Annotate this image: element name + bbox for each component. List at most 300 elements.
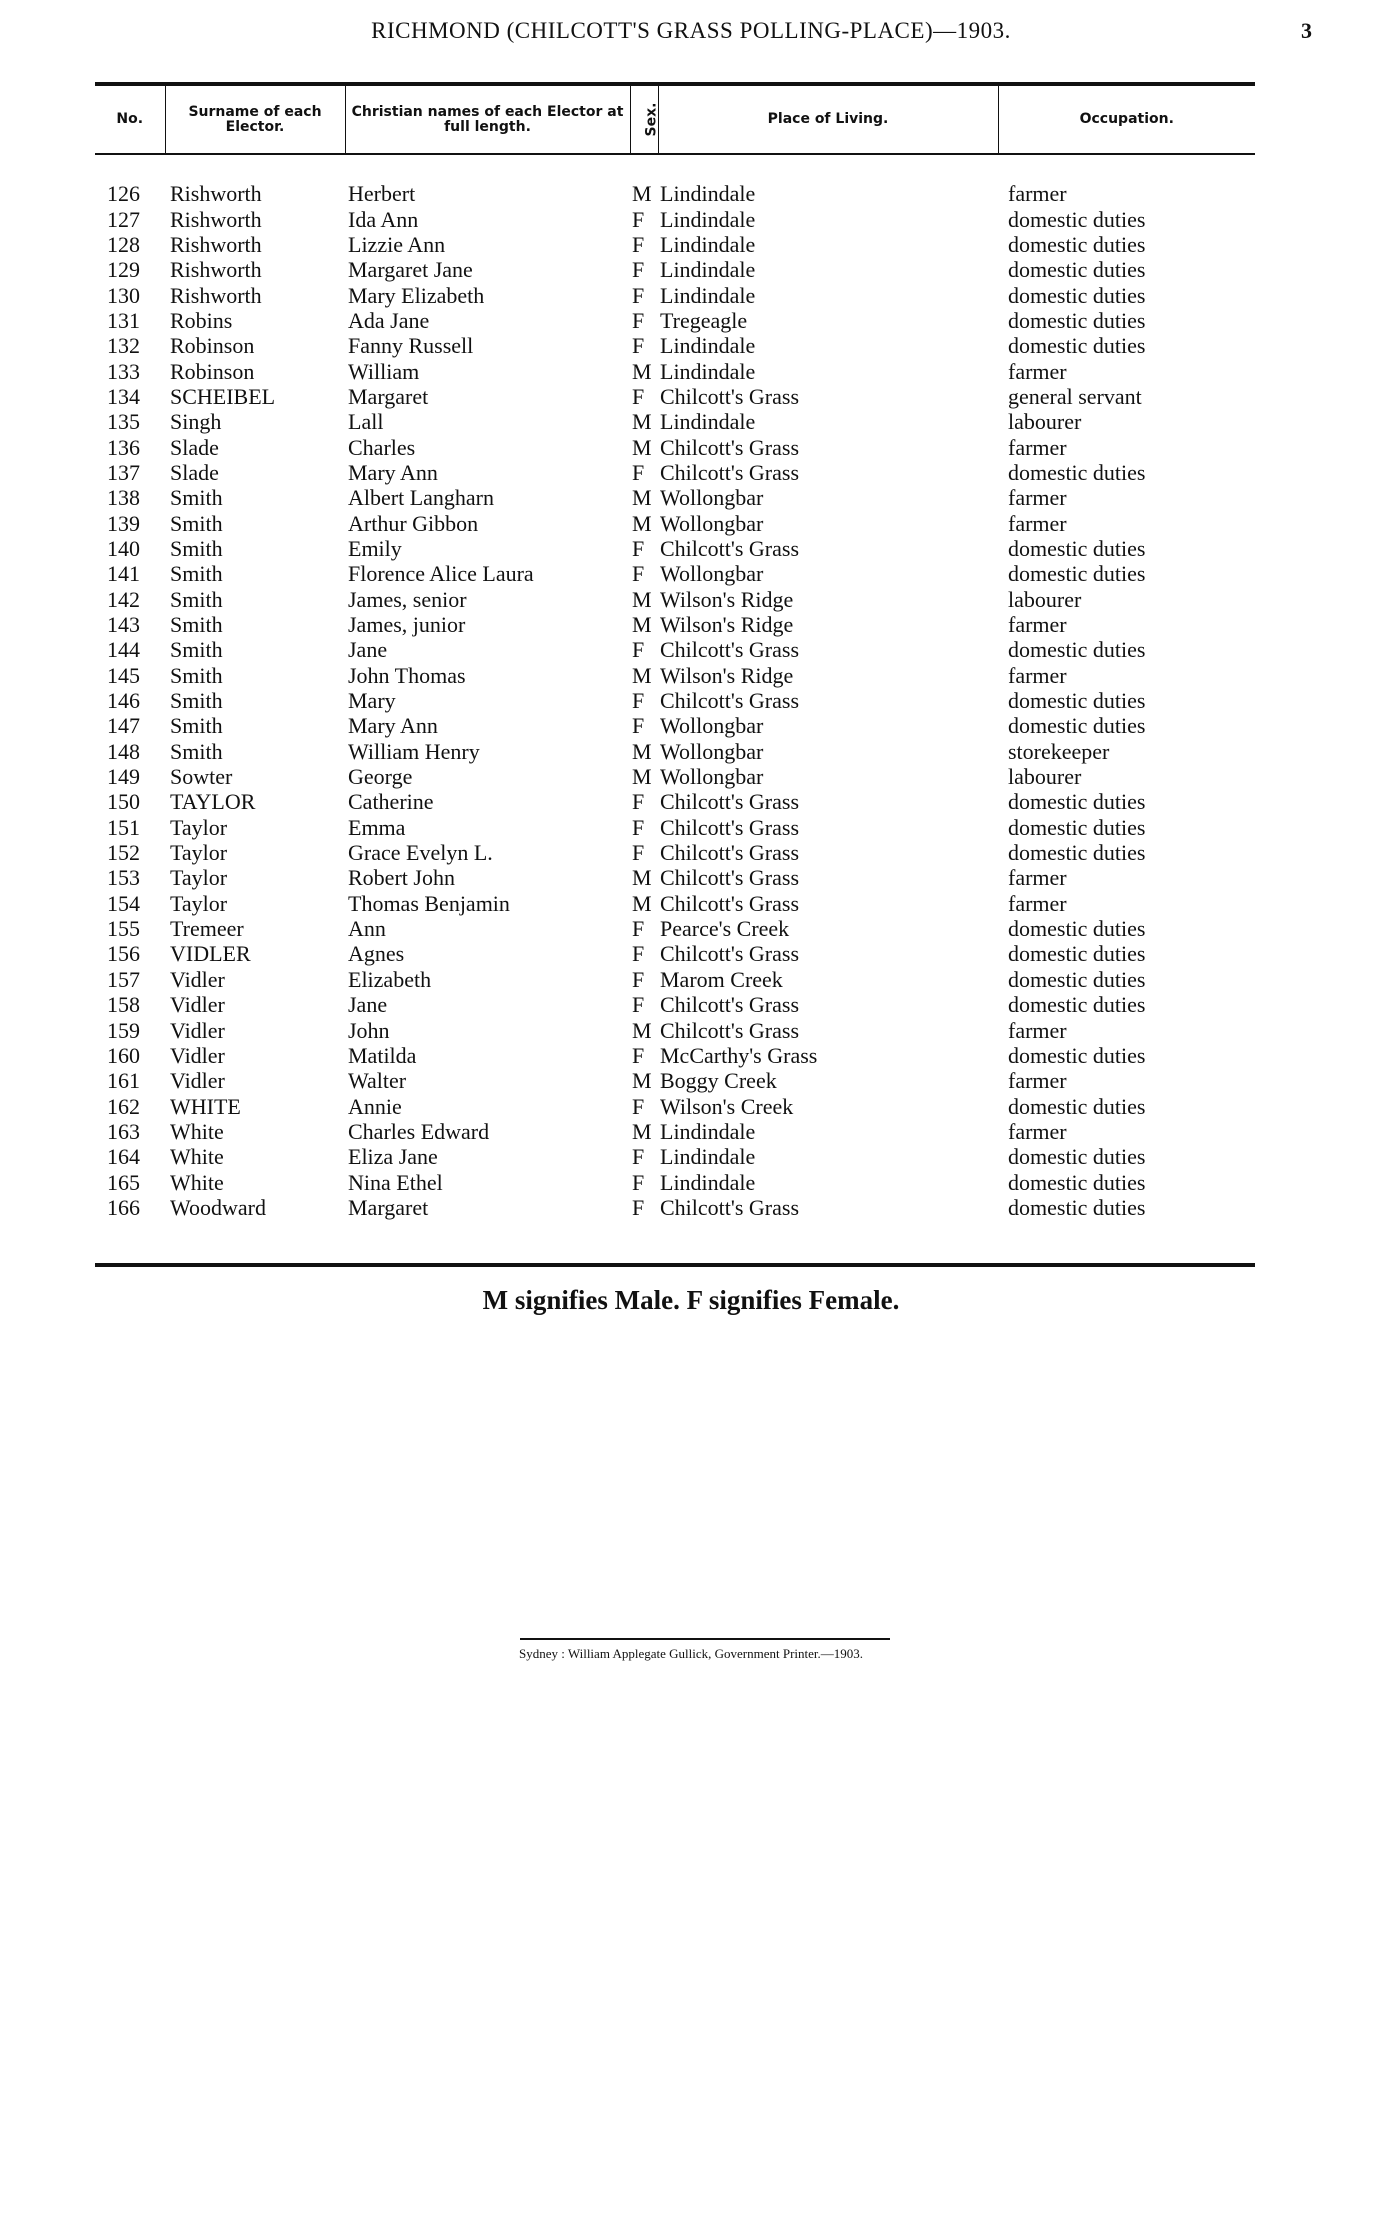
cell-occupation: farmer	[1008, 1118, 1067, 1144]
cell-occupation: domestic duties	[1008, 840, 1146, 866]
cell-surname: Taylor	[170, 865, 228, 891]
cell-surname: Smith	[170, 586, 223, 612]
cell-sex: F	[632, 840, 645, 866]
cell-surname: Rishworth	[170, 206, 262, 232]
cell-sex: F	[632, 941, 645, 967]
column-header-sex-label: Sex.	[642, 102, 659, 137]
cell-surname: Smith	[170, 485, 223, 511]
table-row	[95, 384, 1255, 409]
cell-place: Lindindale	[660, 333, 756, 359]
cell-place: Lindindale	[660, 1144, 756, 1170]
cell-place: Wilson's Ridge	[660, 586, 794, 612]
page-header	[0, 14, 1382, 50]
cell-sex: M	[632, 485, 652, 511]
cell-sex: M	[632, 586, 652, 612]
cell-surname: Tremeer	[170, 916, 244, 942]
printer-imprint: Sydney : William Applegate Gullick, Government Printer.—1903.	[518, 1646, 864, 1661]
cell-number: 133	[107, 358, 140, 384]
cell-place: Wollongbar	[660, 738, 764, 764]
cell-christian-names: Eliza Jane	[348, 1144, 438, 1170]
cell-occupation: domestic duties	[1008, 231, 1146, 257]
table-row	[95, 1043, 1255, 1068]
cell-christian-names: Florence Alice Laura	[348, 561, 534, 587]
cell-christian-names: Charles Edward	[348, 1118, 490, 1144]
table-spacer	[95, 154, 1255, 181]
cell-sex: M	[632, 662, 652, 688]
cell-number: 143	[107, 612, 140, 638]
table-row	[95, 510, 1255, 535]
cell-place: Marom Creek	[660, 966, 783, 992]
cell-surname: Rishworth	[170, 181, 262, 207]
cell-christian-names: Ida Ann	[348, 206, 419, 232]
cell-sex: F	[632, 257, 645, 283]
cell-number: 132	[107, 333, 140, 359]
cell-christian-names: Mary Ann	[348, 713, 438, 739]
cell-occupation: domestic duties	[1008, 535, 1146, 561]
table-row	[95, 1068, 1255, 1093]
cell-christian-names: Annie	[348, 1093, 402, 1119]
cell-number: 127	[107, 206, 140, 232]
cell-surname: Vidler	[170, 1042, 225, 1068]
cell-surname: Robinson	[170, 358, 255, 384]
table-row	[95, 282, 1255, 307]
cell-occupation: labourer	[1008, 764, 1082, 790]
cell-surname: Rishworth	[170, 231, 262, 257]
cell-sex: F	[632, 814, 645, 840]
cell-number: 161	[107, 1068, 140, 1094]
column-header-christian-names: Christian names of each Elector at full length.	[345, 84, 630, 154]
cell-place: Lindindale	[660, 231, 756, 257]
cell-place: Chilcott's Grass	[660, 992, 800, 1018]
cell-place: Chilcott's Grass	[660, 383, 800, 409]
cell-surname: White	[170, 1118, 224, 1144]
cell-surname: Smith	[170, 688, 223, 714]
cell-surname: Smith	[170, 612, 223, 638]
table-row	[95, 485, 1255, 510]
table-row	[95, 434, 1255, 459]
cell-number: 166	[107, 1194, 140, 1220]
cell-sex: F	[632, 688, 645, 714]
cell-sex: F	[632, 992, 645, 1018]
cell-christian-names: Emily	[348, 535, 402, 561]
cell-christian-names: Catherine	[348, 789, 434, 815]
cell-christian-names: George	[348, 764, 413, 790]
cell-place: Chilcott's Grass	[660, 941, 800, 967]
cell-surname: Taylor	[170, 814, 228, 840]
cell-place: Lindindale	[660, 409, 756, 435]
cell-christian-names: Fanny Russell	[348, 333, 474, 359]
cell-occupation: domestic duties	[1008, 1144, 1146, 1170]
cell-place: Chilcott's Grass	[660, 637, 800, 663]
column-header-surname: Surname of each Elector.	[165, 84, 345, 154]
cell-sex: F	[632, 383, 645, 409]
table-row	[95, 815, 1255, 840]
cell-sex: F	[632, 713, 645, 739]
cell-occupation: domestic duties	[1008, 1093, 1146, 1119]
table-row	[95, 460, 1255, 485]
table-row	[95, 1144, 1255, 1169]
column-header-no: No.	[95, 84, 165, 154]
table-row	[95, 206, 1255, 231]
cell-number: 134	[107, 383, 140, 409]
cell-sex: F	[632, 966, 645, 992]
cell-christian-names: Ada Jane	[348, 307, 430, 333]
cell-christian-names: Robert John	[348, 865, 455, 891]
cell-surname: Vidler	[170, 1068, 225, 1094]
cell-occupation: domestic duties	[1008, 459, 1146, 485]
cell-surname: Vidler	[170, 966, 225, 992]
cell-place: Wollongbar	[660, 764, 764, 790]
cell-christian-names: Lizzie Ann	[348, 231, 446, 257]
cell-occupation: domestic duties	[1008, 1169, 1146, 1195]
cell-surname: Vidler	[170, 1017, 225, 1043]
table-row	[95, 1093, 1255, 1118]
cell-occupation: farmer	[1008, 181, 1067, 207]
cell-number: 155	[107, 916, 140, 942]
cell-sex: F	[632, 916, 645, 942]
cell-place: Wollongbar	[660, 713, 764, 739]
cell-christian-names: Herbert	[348, 181, 416, 207]
cell-number: 151	[107, 814, 140, 840]
cell-number: 154	[107, 890, 140, 916]
cell-occupation: domestic duties	[1008, 688, 1146, 714]
cell-occupation: domestic duties	[1008, 941, 1146, 967]
cell-surname: White	[170, 1169, 224, 1195]
cell-place: Lindindale	[660, 1118, 756, 1144]
cell-christian-names: Matilda	[348, 1042, 417, 1068]
cell-surname: Smith	[170, 713, 223, 739]
cell-occupation: general servant	[1008, 383, 1142, 409]
cell-christian-names: Emma	[348, 814, 406, 840]
cell-surname: Slade	[170, 434, 219, 460]
cell-number: 148	[107, 738, 140, 764]
cell-christian-names: Nina Ethel	[348, 1169, 443, 1195]
cell-place: Chilcott's Grass	[660, 814, 800, 840]
cell-surname: Smith	[170, 662, 223, 688]
table-bottom-rule	[95, 1263, 1255, 1267]
cell-sex: F	[632, 459, 645, 485]
cell-surname: Smith	[170, 561, 223, 587]
cell-sex: M	[632, 358, 652, 384]
page-number: 3	[1301, 18, 1312, 43]
cell-sex: F	[632, 333, 645, 359]
cell-place: Lindindale	[660, 206, 756, 232]
cell-surname: Slade	[170, 459, 219, 485]
cell-place: McCarthy's Grass	[660, 1042, 818, 1068]
cell-number: 138	[107, 485, 140, 511]
sex-legend: M signifies Male. F signifies Female.	[482, 1285, 900, 1315]
electoral-roll-table	[95, 82, 1255, 1220]
cell-sex: F	[632, 282, 645, 308]
cell-number: 162	[107, 1093, 140, 1119]
table-row	[95, 739, 1255, 764]
cell-place: Pearce's Creek	[660, 916, 790, 942]
cell-surname: Robinson	[170, 333, 255, 359]
cell-sex: F	[632, 789, 645, 815]
cell-sex: F	[632, 1042, 645, 1068]
cell-occupation: farmer	[1008, 1068, 1067, 1094]
table-row	[95, 409, 1255, 434]
cell-number: 160	[107, 1042, 140, 1068]
cell-surname: White	[170, 1144, 224, 1170]
cell-sex: F	[632, 561, 645, 587]
cell-occupation: farmer	[1008, 510, 1067, 536]
cell-occupation: farmer	[1008, 865, 1067, 891]
cell-surname: Rishworth	[170, 282, 262, 308]
cell-place: Chilcott's Grass	[660, 865, 800, 891]
cell-place: Wollongbar	[660, 485, 764, 511]
cell-occupation: domestic duties	[1008, 333, 1146, 359]
column-header-place: Place of Living.	[658, 84, 998, 154]
cell-number: 139	[107, 510, 140, 536]
cell-occupation: domestic duties	[1008, 713, 1146, 739]
cell-occupation: domestic duties	[1008, 814, 1146, 840]
cell-christian-names: John	[348, 1017, 390, 1043]
cell-christian-names: William	[348, 358, 420, 384]
cell-christian-names: Margaret	[348, 1194, 429, 1220]
table-body	[95, 154, 1255, 1220]
cell-place: Chilcott's Grass	[660, 434, 800, 460]
cell-place: Chilcott's Grass	[660, 1017, 800, 1043]
cell-christian-names: Margaret	[348, 383, 429, 409]
cell-sex: M	[632, 1118, 652, 1144]
cell-christian-names: Jane	[348, 637, 388, 663]
cell-christian-names: William Henry	[348, 738, 480, 764]
cell-sex: F	[632, 1169, 645, 1195]
cell-christian-names: Walter	[348, 1068, 407, 1094]
cell-christian-names: Mary Elizabeth	[348, 282, 485, 308]
table-row	[95, 1119, 1255, 1144]
cell-sex: F	[632, 535, 645, 561]
table-row	[95, 840, 1255, 865]
cell-number: 157	[107, 966, 140, 992]
cell-occupation: domestic duties	[1008, 282, 1146, 308]
cell-place: Chilcott's Grass	[660, 789, 800, 815]
cell-number: 130	[107, 282, 140, 308]
cell-place: Chilcott's Grass	[660, 840, 800, 866]
cell-number: 164	[107, 1144, 140, 1170]
table-row	[95, 764, 1255, 789]
cell-christian-names: Thomas Benjamin	[348, 890, 510, 916]
cell-occupation: farmer	[1008, 662, 1067, 688]
cell-occupation: labourer	[1008, 409, 1082, 435]
cell-occupation: domestic duties	[1008, 1194, 1146, 1220]
cell-number: 145	[107, 662, 140, 688]
cell-number: 144	[107, 637, 140, 663]
cell-occupation: domestic duties	[1008, 561, 1146, 587]
table-row	[95, 612, 1255, 637]
cell-christian-names: Agnes	[348, 941, 405, 967]
cell-surname: Taylor	[170, 840, 228, 866]
cell-place: Lindindale	[660, 1169, 756, 1195]
table-row	[95, 1195, 1255, 1220]
cell-christian-names: Mary Ann	[348, 459, 438, 485]
cell-occupation: domestic duties	[1008, 916, 1146, 942]
cell-place: Wollongbar	[660, 561, 764, 587]
table-row	[95, 663, 1255, 688]
cell-number: 147	[107, 713, 140, 739]
table-row	[95, 637, 1255, 662]
table-row	[95, 865, 1255, 890]
cell-number: 149	[107, 764, 140, 790]
cell-place: Chilcott's Grass	[660, 890, 800, 916]
cell-number: 153	[107, 865, 140, 891]
cell-sex: F	[632, 307, 645, 333]
cell-place: Wilson's Creek	[660, 1093, 794, 1119]
cell-christian-names: Mary	[348, 688, 396, 714]
cell-christian-names: Margaret Jane	[348, 257, 473, 283]
table-row	[95, 789, 1255, 814]
cell-sex: M	[632, 181, 652, 207]
cell-occupation: domestic duties	[1008, 789, 1146, 815]
cell-occupation: domestic duties	[1008, 1042, 1146, 1068]
cell-occupation: storekeeper	[1008, 738, 1110, 764]
cell-number: 129	[107, 257, 140, 283]
cell-sex: M	[632, 612, 652, 638]
cell-sex: F	[632, 206, 645, 232]
table-row	[95, 257, 1255, 282]
cell-number: 140	[107, 535, 140, 561]
cell-place: Boggy Creek	[660, 1068, 777, 1094]
cell-place: Lindindale	[660, 282, 756, 308]
cell-surname: SCHEIBEL	[170, 383, 276, 409]
cell-surname: Robins	[170, 307, 233, 333]
cell-surname: Smith	[170, 738, 223, 764]
cell-christian-names: James, senior	[348, 586, 467, 612]
table-header	[95, 84, 1255, 154]
cell-sex: M	[632, 738, 652, 764]
cell-number: 158	[107, 992, 140, 1018]
table-row	[95, 688, 1255, 713]
cell-place: Chilcott's Grass	[660, 535, 800, 561]
cell-christian-names: Arthur Gibbon	[348, 510, 479, 536]
cell-occupation: farmer	[1008, 612, 1067, 638]
cell-occupation: domestic duties	[1008, 992, 1146, 1018]
cell-christian-names: John Thomas	[348, 662, 466, 688]
cell-sex: M	[632, 890, 652, 916]
cell-sex: M	[632, 434, 652, 460]
table-row	[95, 232, 1255, 257]
cell-number: 159	[107, 1017, 140, 1043]
table-row	[95, 308, 1255, 333]
printer-rule	[520, 1638, 890, 1640]
cell-place: Chilcott's Grass	[660, 1194, 800, 1220]
cell-number: 135	[107, 409, 140, 435]
cell-christian-names: Grace Evelyn L.	[348, 840, 493, 866]
cell-number: 146	[107, 688, 140, 714]
table-row	[95, 916, 1255, 941]
table-row	[95, 967, 1255, 992]
column-header-sex	[630, 84, 658, 154]
cell-sex: F	[632, 637, 645, 663]
cell-surname: Smith	[170, 637, 223, 663]
cell-sex: F	[632, 1194, 645, 1220]
cell-surname: Taylor	[170, 890, 228, 916]
table-row	[95, 1169, 1255, 1194]
cell-number: 156	[107, 941, 140, 967]
cell-number: 137	[107, 459, 140, 485]
cell-place: Wilson's Ridge	[660, 662, 794, 688]
cell-occupation: domestic duties	[1008, 206, 1146, 232]
cell-occupation: farmer	[1008, 434, 1067, 460]
cell-occupation: domestic duties	[1008, 307, 1146, 333]
table-row	[95, 561, 1255, 586]
table-row	[95, 891, 1255, 916]
cell-surname: Smith	[170, 535, 223, 561]
cell-occupation: farmer	[1008, 890, 1067, 916]
cell-number: 165	[107, 1169, 140, 1195]
cell-place: Tregeagle	[660, 307, 748, 333]
cell-sex: M	[632, 510, 652, 536]
cell-surname: WHITE	[170, 1093, 241, 1119]
cell-sex: M	[632, 865, 652, 891]
cell-occupation: domestic duties	[1008, 637, 1146, 663]
table-row	[95, 1017, 1255, 1042]
table-row	[95, 992, 1255, 1017]
cell-sex: M	[632, 764, 652, 790]
table-row	[95, 536, 1255, 561]
cell-number: 136	[107, 434, 140, 460]
cell-sex: F	[632, 1093, 645, 1119]
cell-occupation: farmer	[1008, 1017, 1067, 1043]
cell-christian-names: Ann	[348, 916, 386, 942]
cell-surname: Vidler	[170, 992, 225, 1018]
cell-surname: Rishworth	[170, 257, 262, 283]
cell-number: 163	[107, 1118, 140, 1144]
cell-place: Chilcott's Grass	[660, 459, 800, 485]
table-row	[95, 587, 1255, 612]
cell-number: 150	[107, 789, 140, 815]
cell-sex: M	[632, 409, 652, 435]
cell-place: Chilcott's Grass	[660, 688, 800, 714]
table-row	[95, 333, 1255, 358]
cell-surname: TAYLOR	[170, 789, 256, 815]
table-row	[95, 358, 1255, 383]
cell-christian-names: James, junior	[348, 612, 466, 638]
cell-sex: M	[632, 1068, 652, 1094]
cell-christian-names: Jane	[348, 992, 388, 1018]
table-row	[95, 713, 1255, 738]
cell-number: 131	[107, 307, 140, 333]
cell-christian-names: Albert Langharn	[348, 485, 494, 511]
cell-number: 128	[107, 231, 140, 257]
cell-sex: F	[632, 1144, 645, 1170]
cell-sex: F	[632, 231, 645, 257]
cell-surname: Singh	[170, 409, 222, 435]
cell-surname: Smith	[170, 510, 223, 536]
cell-place: Lindindale	[660, 181, 756, 207]
cell-occupation: labourer	[1008, 586, 1082, 612]
cell-occupation: farmer	[1008, 485, 1067, 511]
cell-number: 141	[107, 561, 140, 587]
cell-christian-names: Charles	[348, 434, 416, 460]
cell-christian-names: Elizabeth	[348, 966, 432, 992]
table-row	[95, 181, 1255, 206]
cell-occupation: domestic duties	[1008, 966, 1146, 992]
cell-sex: M	[632, 1017, 652, 1043]
table-row	[95, 941, 1255, 966]
cell-surname: Woodward	[170, 1194, 266, 1220]
page-title: RICHMOND (CHILCOTT'S GRASS POLLING-PLACE)—1903.	[371, 18, 1011, 43]
cell-number: 142	[107, 586, 140, 612]
cell-occupation: farmer	[1008, 358, 1067, 384]
cell-number: 152	[107, 840, 140, 866]
cell-occupation: domestic duties	[1008, 257, 1146, 283]
cell-place: Wollongbar	[660, 510, 764, 536]
cell-number: 126	[107, 181, 140, 207]
cell-surname: VIDLER	[170, 941, 251, 967]
cell-place: Lindindale	[660, 358, 756, 384]
